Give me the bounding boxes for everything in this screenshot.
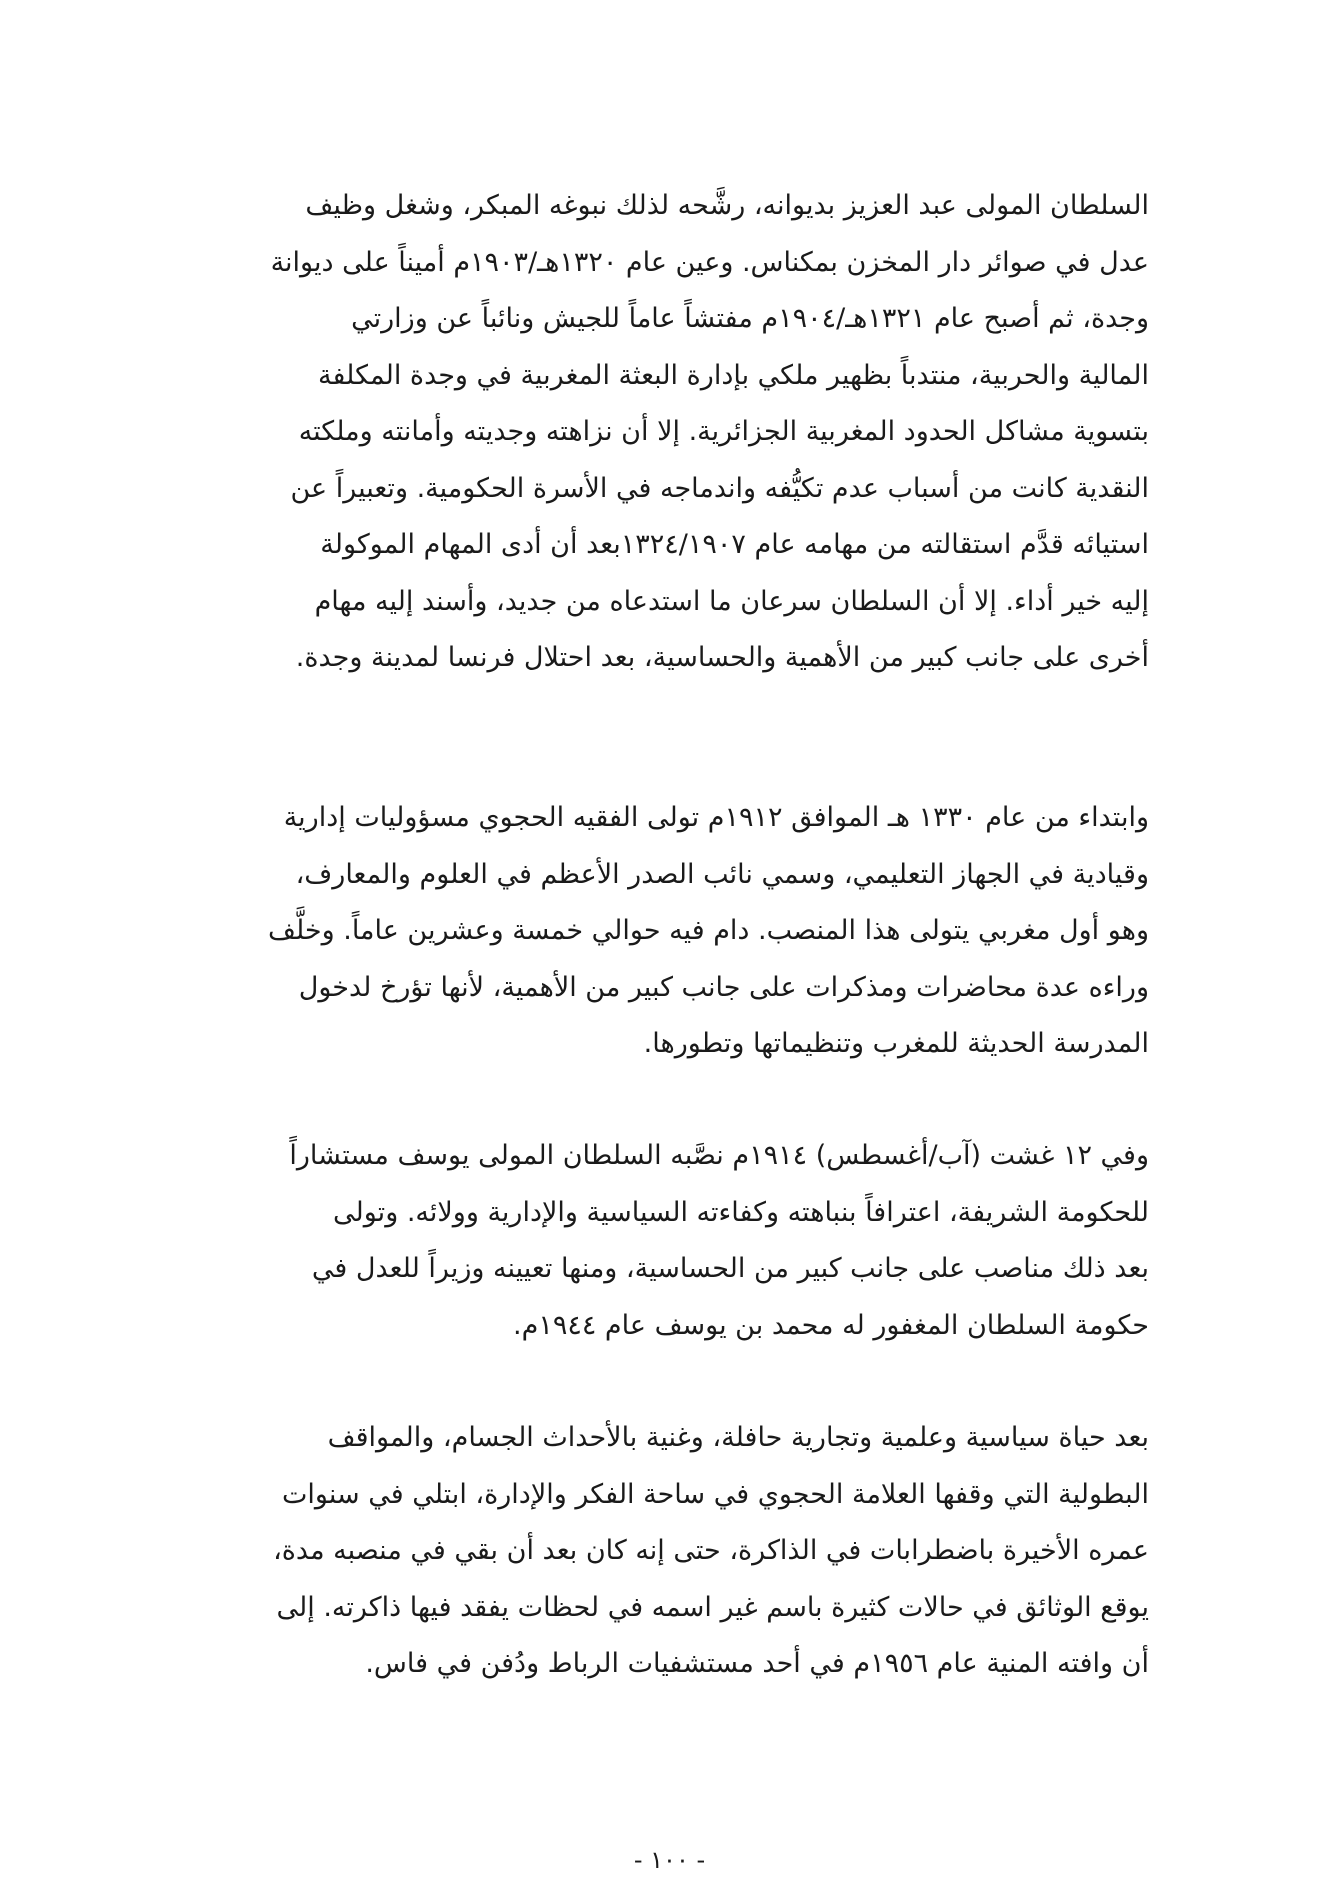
text-line: إليه خير أداء. إلا أن السلطان سرعان ما استدعاه من جديد، وأسند إليه مهام: [314, 585, 1149, 617]
text-line: استيائه قدَّم استقالته من مهامه عام ١٣٢٤/١٩٠٧بعد أن أدى المهام الموكولة: [320, 529, 1149, 560]
paragraph-3: [193, 1128, 1149, 1354]
text-line: حكومة السلطان المغفور له محمد بن يوسف عام ١٩٤٤م.: [513, 1309, 1149, 1341]
page-number-text: - ١٠٠ -: [633, 1846, 706, 1874]
text-line: وفي ١٢ غشت (آب/أغسطس) ١٩١٤م نصَّبه السلطان المولى يوسف مستشاراً: [289, 1140, 1149, 1171]
text-line: وجدة، ثم أصبح عام ١٣٢١هـ/١٩٠٤م مفتشاً عاماً للجيش ونائباً عن وزارتي: [351, 303, 1149, 334]
text-line: أخرى على جانب كبير من الأهمية والحساسية، بعد احتلال فرنسا لمدينة وجدة.: [295, 642, 1149, 673]
text-line: أن وافته المنية عام ١٩٥٦م في أحد مستشفيات الرباط ودُفن في فاس.: [365, 1648, 1149, 1679]
paragraph-text: [193, 178, 1149, 687]
text-line: النقدية كانت من أسباب عدم تكيُّفه واندماجه في الأسرة الحكومية. وتعبيراً عن: [290, 472, 1149, 504]
text-line: عمره الأخيرة باضطرابات في الذاكرة، حتى إنه كان بعد أن بقي في منصبه مدة،: [273, 1535, 1149, 1566]
text-line: عدل في صوائر دار المخزن بمكناس. وعين عام ١٣٢٠هـ/١٩٠٣م أميناً على ديوانة: [270, 246, 1149, 278]
text-line: السلطان المولى عبد العزيز بديوانه، رشَّحه لذلك نبوغه المبكر، وشغل وظيف: [305, 190, 1149, 221]
text-line: للحكومة الشريفة، اعترافاً بنباهته وكفاءته السياسية والإدارية وولائه. وتولى: [333, 1196, 1149, 1228]
text-line: وقيادية في الجهاز التعليمي، وسمي نائب الصدر الأعظم في العلوم والمعارف،: [295, 858, 1149, 890]
page-number: [0, 1846, 1339, 1874]
text-line: المدرسة الحديثة للمغرب وتنظيماتها وتطورها.: [643, 1028, 1149, 1059]
text-line: البطولية التي وقفها العلامة الحجوي في ساحة الفكر والإدارة، ابتلي في سنوات: [282, 1478, 1149, 1510]
text-line: وراءه عدة محاضرات ومذكرات على جانب كبير من الأهمية، لأنها تؤرخ لدخول: [298, 971, 1149, 1003]
text-line: وابتداء من عام ١٣٣٠ هـ الموافق ١٩١٢م تولى الفقيه الحجوي مسؤوليات إدارية: [283, 802, 1149, 833]
paragraph-text: [193, 1128, 1149, 1354]
paragraph-1: [193, 178, 1149, 687]
text-line: بتسوية مشاكل الحدود المغربية الجزائرية. إلا أن نزاهته وجديته وأمانته وملكته: [298, 416, 1149, 447]
text-line: يوقع الوثائق في حالات كثيرة باسم غير اسمه في لحظات يفقد فيها ذاكرته. إلى: [276, 1591, 1149, 1623]
paragraph-text: [193, 790, 1149, 1073]
paragraph-4: [193, 1410, 1149, 1693]
text-line: بعد حياة سياسية وعلمية وتجارية حافلة، وغنية بالأحداث الجسام، والمواقف: [327, 1422, 1149, 1453]
text-line: المالية والحربية، منتدباً بظهير ملكي بإدارة البعثة المغربية في وجدة المكلفة: [318, 359, 1149, 391]
text-line: وهو أول مغربي يتولى هذا المنصب. دام فيه حوالي خمسة وعشرين عاماً. وخلَّف: [268, 915, 1149, 946]
text-line: بعد ذلك مناصب على جانب كبير من الحساسية، ومنها تعيينه وزيراً للعدل في: [311, 1253, 1149, 1284]
paragraph-text: [193, 1410, 1149, 1693]
paragraph-2: [193, 790, 1149, 1073]
